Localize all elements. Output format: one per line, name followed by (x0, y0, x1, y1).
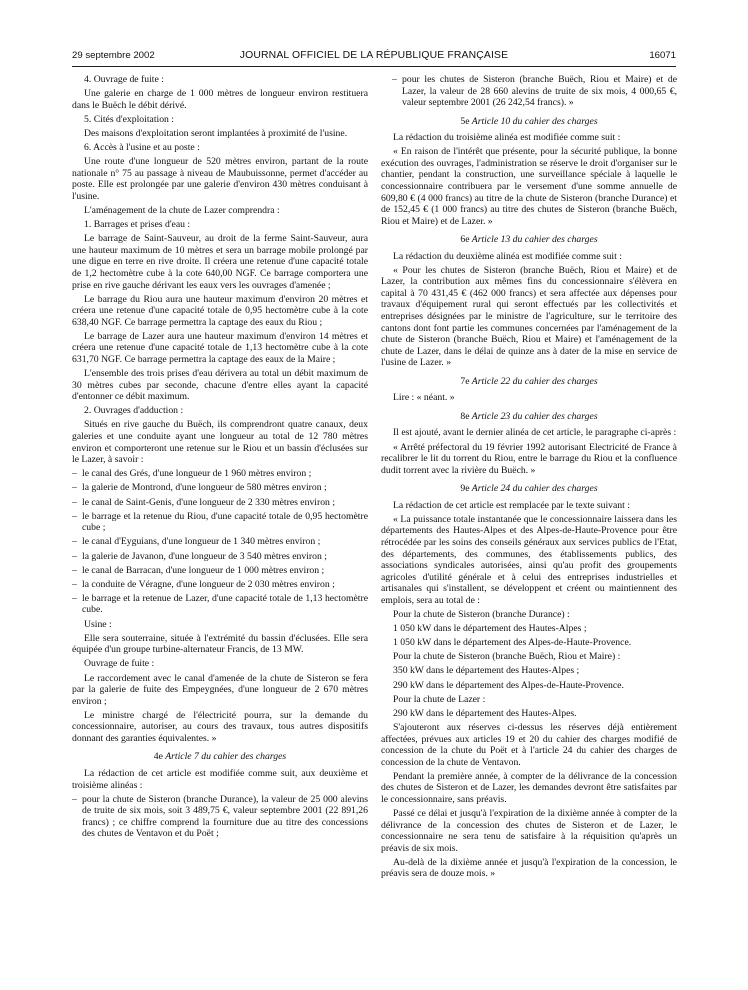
list-dash: – (72, 482, 77, 494)
section-title: Article 13 du cahier des charges (471, 234, 598, 246)
paragraph: « La puissance totale instantanée que le concessionnaire laissera dans les départements des Hautes-Alpes et des Alpes-de-Haute-Provence pour être rétrocédée par les soins des conseils généraux aux services publics de l'Etat, des départements, des communes, des établissements publics, des associations syndicales autorisées, ainsi qu'au profit des groupements agricoles d'utilité générale et à celui des entreprises industrielles et artisanales qui s'installent, se développent et créent ou maintiennent des emplois, sera au total de : (381, 513, 677, 606)
paragraph: 350 kW dans le département des Hautes-Alpes ; (393, 665, 580, 677)
paragraph: L'ensemble des trois prises d'eau dérivera au total un débit maximum de 30 mètres cubes par seconde, chacune d'entre elles ayant la capacité d'entonner ce débit maximum. (72, 368, 368, 403)
section-number: 9e (460, 483, 470, 495)
list-dash: – (72, 592, 77, 604)
right-column (381, 74, 677, 882)
header-date: 29 septembre 2002 (72, 50, 155, 61)
paragraph: Elle sera souterraine, située à l'extrémité du bassin d'éclusées. Elle sera équipée d'un groupe turbine-alternateur Francis, de 13 MW. (72, 632, 368, 656)
paragraph: 1 050 kW dans le département des Hautes-Alpes ; (393, 622, 587, 634)
page-header (72, 50, 676, 66)
left-column (72, 74, 368, 842)
paragraph: Lire : « néant. » (393, 392, 455, 404)
sub-heading: 1. Barrages et prises d'eau : (84, 219, 191, 231)
paragraph: « En raison de l'intérêt que présente, pour la sécurité publique, la bonne exécution des ouvrages, l'administration se réserve le droit d'organiser sur le chantier, pendant la construction, une surveillance spéciale à laquelle le concessionnaire contribuera par le versement d'une somme annuelle de 609,80 € (4 000 francs) au titre de la chute de Sisteron (branche Durance) et de 152,45 € (1 000 francs) au titre des chutes de Sisteron (branche Buëch, Riou et Maire) et de Lazer. » (381, 146, 677, 227)
list-item-text: le canal d'Eyguians, d'une longueur de 1 340 mètres environ ; (82, 536, 321, 548)
list-item (72, 497, 368, 509)
section-heading (381, 234, 677, 246)
header-title: JOURNAL OFFICIEL DE LA RÉPUBLIQUE FRANÇAISE (239, 50, 509, 61)
section-heading (381, 116, 677, 128)
list-item (72, 794, 368, 840)
paragraph: Le barrage du Riou aura une hauteur maximum d'environ 20 mètres et créera une retenue d'une capacité totale de 0,95 hectomètre cube à la cote 638,40 NGF. Ce barrage permettra la captage des eaux du Riou ; (72, 293, 368, 328)
paragraph: Une galerie en charge de 1 000 mètres de longueur environ restituera dans le Buëch le débit dérivé. (72, 88, 368, 111)
paragraph: Situés en rive gauche du Buëch, ils comprendront quatre canaux, deux galeries et une conduite ayant une longueur au total de 12 780 mètres environ et comporteront une retenue sur le Riou et un bassin d'éclusées sur le Lazer, à savoir : (72, 419, 368, 466)
paragraph: 1 050 kW dans le département des Alpes-de-Haute-Provence. (393, 637, 632, 649)
paragraph: 290 kW dans le département des Hautes-Alpes. (393, 707, 577, 719)
list-dash: – (72, 564, 77, 576)
list-item-text: le barrage et la retenue de Lazer, d'une capacité totale de 1,13 hectomètre cube. (82, 592, 368, 616)
paragraph: Pendant la première année, à compter de la délivrance de la concession des chutes de Sisteron et de Lazer, les demandes devront être satisfaites par le concessionnaire, sans préavis. (381, 770, 677, 805)
list-item-text: la galerie de Montrond, d'une longueur de 580 mètres environ ; (82, 482, 327, 494)
list-item (381, 74, 677, 109)
list-item-text: la conduite de Véragne, d'une longueur de 2 030 mètres environ ; (82, 578, 335, 590)
sub-heading: 4. Ouvrage de fuite : (84, 74, 164, 85)
list-dash: – (72, 793, 77, 805)
paragraph: La rédaction de cet article est modifiée comme suit, aux deuxième et troisième alinéas : (72, 768, 368, 791)
section-title: Article 23 du cahier des charges (471, 410, 598, 422)
list-item (72, 482, 368, 494)
paragraph: S'ajouteront aux réserves ci-dessus les réserves déjà entièrement affectées, prévues aux articles 19 et 20 du cahier des charges modifié de concession de la chute du Poët et à l'article 24 du cahier des charges de concession de la chute de Ventavon. (381, 721, 677, 768)
section-title: Article 7 du cahier des charges (165, 751, 287, 763)
list-dash: – (72, 578, 77, 590)
header-page-number: 16071 (649, 50, 676, 61)
list-item-text: le barrage et la retenue du Riou, d'une capacité totale de 0,95 hectomètre cube ; (82, 510, 368, 534)
paragraph: Pour la chute de Sisteron (branche Buëch, Riou et Maire) : (393, 651, 621, 663)
list-dash: – (392, 74, 397, 85)
list-item-text: le canal de Saint-Genis, d'une longueur de 2 330 mètres environ ; (82, 496, 336, 508)
list-item (72, 551, 368, 563)
list-item (72, 579, 368, 591)
paragraph: Passé ce délai et jusqu'à l'expiration de la dixième année à compter de la délivrance de la concession des chutes de Sisteron et de Lazer, le concessionnaire ne sera tenu de satisfaire à la réquisition qu'après un préavis de six mois. (381, 807, 677, 854)
section-number: 8e (460, 410, 470, 422)
list-item (72, 593, 368, 616)
list-dash: – (72, 536, 77, 548)
section-number: 4e (153, 751, 163, 763)
list-dash: – (72, 468, 77, 480)
section-heading (381, 376, 677, 388)
paragraph: Au-delà de la dixième année et jusqu'à l'expiration de la concession, le préavis sera de douze mois. » (381, 856, 677, 880)
paragraph: Des maisons d'exploitation seront implantées à proximité de l'usine. (84, 127, 348, 139)
paragraph: Pour la chute de Lazer : (393, 693, 486, 705)
section-title: Article 10 du cahier des charges (471, 115, 598, 127)
section-number: 7e (460, 375, 470, 387)
section-number: 6e (460, 234, 470, 246)
paragraph: La rédaction du deuxième alinéa est modifiée comme suit : (393, 250, 622, 262)
list-item-text: le canal de Barracan, d'une longueur de 1 000 mètres environ ; (82, 564, 325, 576)
paragraph: 290 kW dans le département des Alpes-de-Haute-Provence. (393, 679, 624, 691)
list-dash: – (72, 510, 77, 522)
paragraph: Pour la chute de Sisteron (branche Durance) : (393, 608, 570, 620)
sub-heading: 2. Ouvrages d'adduction : (84, 405, 184, 417)
header-rule (72, 66, 676, 67)
section-title: Article 24 du cahier des charges (471, 483, 598, 495)
paragraph: L'aménagement de la chute de Lazer comprendra : (84, 205, 280, 217)
sub-heading: 5. Cités d'exploitation : (84, 113, 175, 125)
paragraph: « Pour les chutes de Sisteron (branche Buëch, Riou et Maire) et de Lazer, la contribution aux mêmes fins du concessionnaire s'élèvera en capital à 70 431,45 € (462 000 francs) et sera affectée aux dépenses pour travaux d'équipement rural qui seront effectués par les collectivités et entreprises désignées par le ministre de l'agriculture, sur le territoire des cantons dont font partie les communes concernées par l'aménagement de la chute de Sisteron (branche Buëch, Riou et Maire) et l'aménagement de la chute de Lazer, dans le délai de quinze ans à dater de la mise en service de l'usine de Lazer. » (381, 264, 677, 369)
list-item-text: le canal des Grés, d'une longueur de 1 960 mètres environ ; (82, 468, 312, 480)
paragraph: Le raccordement avec le canal d'amenée de la chute de Sisteron se fera par la galerie de fuite des Empeygnées, d'une longueur de 2 670 mètres environ ; (72, 672, 368, 707)
paragraph: La rédaction de cet article est remplacée par le texte suivant : (393, 499, 630, 511)
list-item (72, 468, 368, 480)
list-item-text: pour la chute de Sisteron (branche Durance), la valeur de 25 000 alevins de truite de six mois, soit 3 489,75 €, valeur septembre 2001 (22 891,26 francs) ; ce chiffre comprend la fourniture due au titre des concessions des chutes de Ventavon et du Poët ; (82, 793, 368, 840)
list-item (72, 565, 368, 577)
list-item (72, 536, 368, 548)
paragraph: Le ministre chargé de l'électricité pourra, sur la demande du concessionnaire, autoriser, au cours des travaux, tous autres dispositifs donnant des garanties équivalentes. » (72, 709, 368, 744)
list-dash: – (72, 550, 77, 562)
list-item-text: pour les chutes de Sisteron (branche Buëch, Riou et Maire) et de Lazer, la valeur de 28 660 alevins de truite de six mois, 4 000,65 €, valeur septembre 2001 (26 242,54 francs). » (402, 74, 677, 109)
list-item (72, 511, 368, 534)
sub-heading: 6. Accès à l'usine et au poste : (84, 142, 200, 154)
paragraph: Il est ajouté, avant le dernier alinéa de cet article, le paragraphe ci-après : (393, 427, 677, 439)
section-heading (72, 751, 368, 763)
section-number: 5e (460, 115, 470, 127)
paragraph: Le barrage de Lazer aura une hauteur maximum d'environ 14 mètres et créera une retenue d'une capacité totale de 1,13 hectomètre cube à la cote 631,70 NGF. Ce barrage permettra la captage des eaux de la Maire ; (72, 330, 368, 365)
section-title: Article 22 du cahier des charges (471, 375, 598, 387)
section-heading (381, 411, 677, 423)
sub-heading: Ouvrage de fuite : (84, 658, 155, 670)
paragraph: « Arrêté préfectoral du 19 février 1992 autorisant Electricité de France à recalibrer le lit du torrent du Riou, entre le barrage du Riou et la confluence dudit torrent avec la rivière du Buëch. » (381, 441, 677, 476)
section-heading (381, 483, 677, 495)
paragraph: La rédaction du troisième alinéa est modifiée comme suit : (393, 132, 621, 144)
list-dash: – (72, 496, 77, 508)
sub-heading: Usine : (84, 618, 112, 630)
list-item-text: la galerie de Javanon, d'une longueur de 3 540 mètres environ ; (82, 550, 327, 562)
paragraph: Une route d'une longueur de 520 mètres environ, partant de la route nationale n° 75 au passage à niveau de Maubuissonne, permet d'accéder au poste. Elle est prolongée par une galerie d'environ 430 mètres conduisant à l'usine. (72, 156, 368, 202)
paragraph: Le barrage de Saint-Sauveur, au droit de la ferme Saint-Sauveur, aura une hauteur maximum de 10 mètres et sera un barrage mobile prolongé par une digue en terre en rive droite. Il créera une retenue d'une capacité totale de 1,2 hectomètre cube à la cote 640,00 NGF. Ce barrage comportera une prise en rive gauche dérivant les eaux vers les ouvrages d'amenée ; (72, 233, 368, 291)
